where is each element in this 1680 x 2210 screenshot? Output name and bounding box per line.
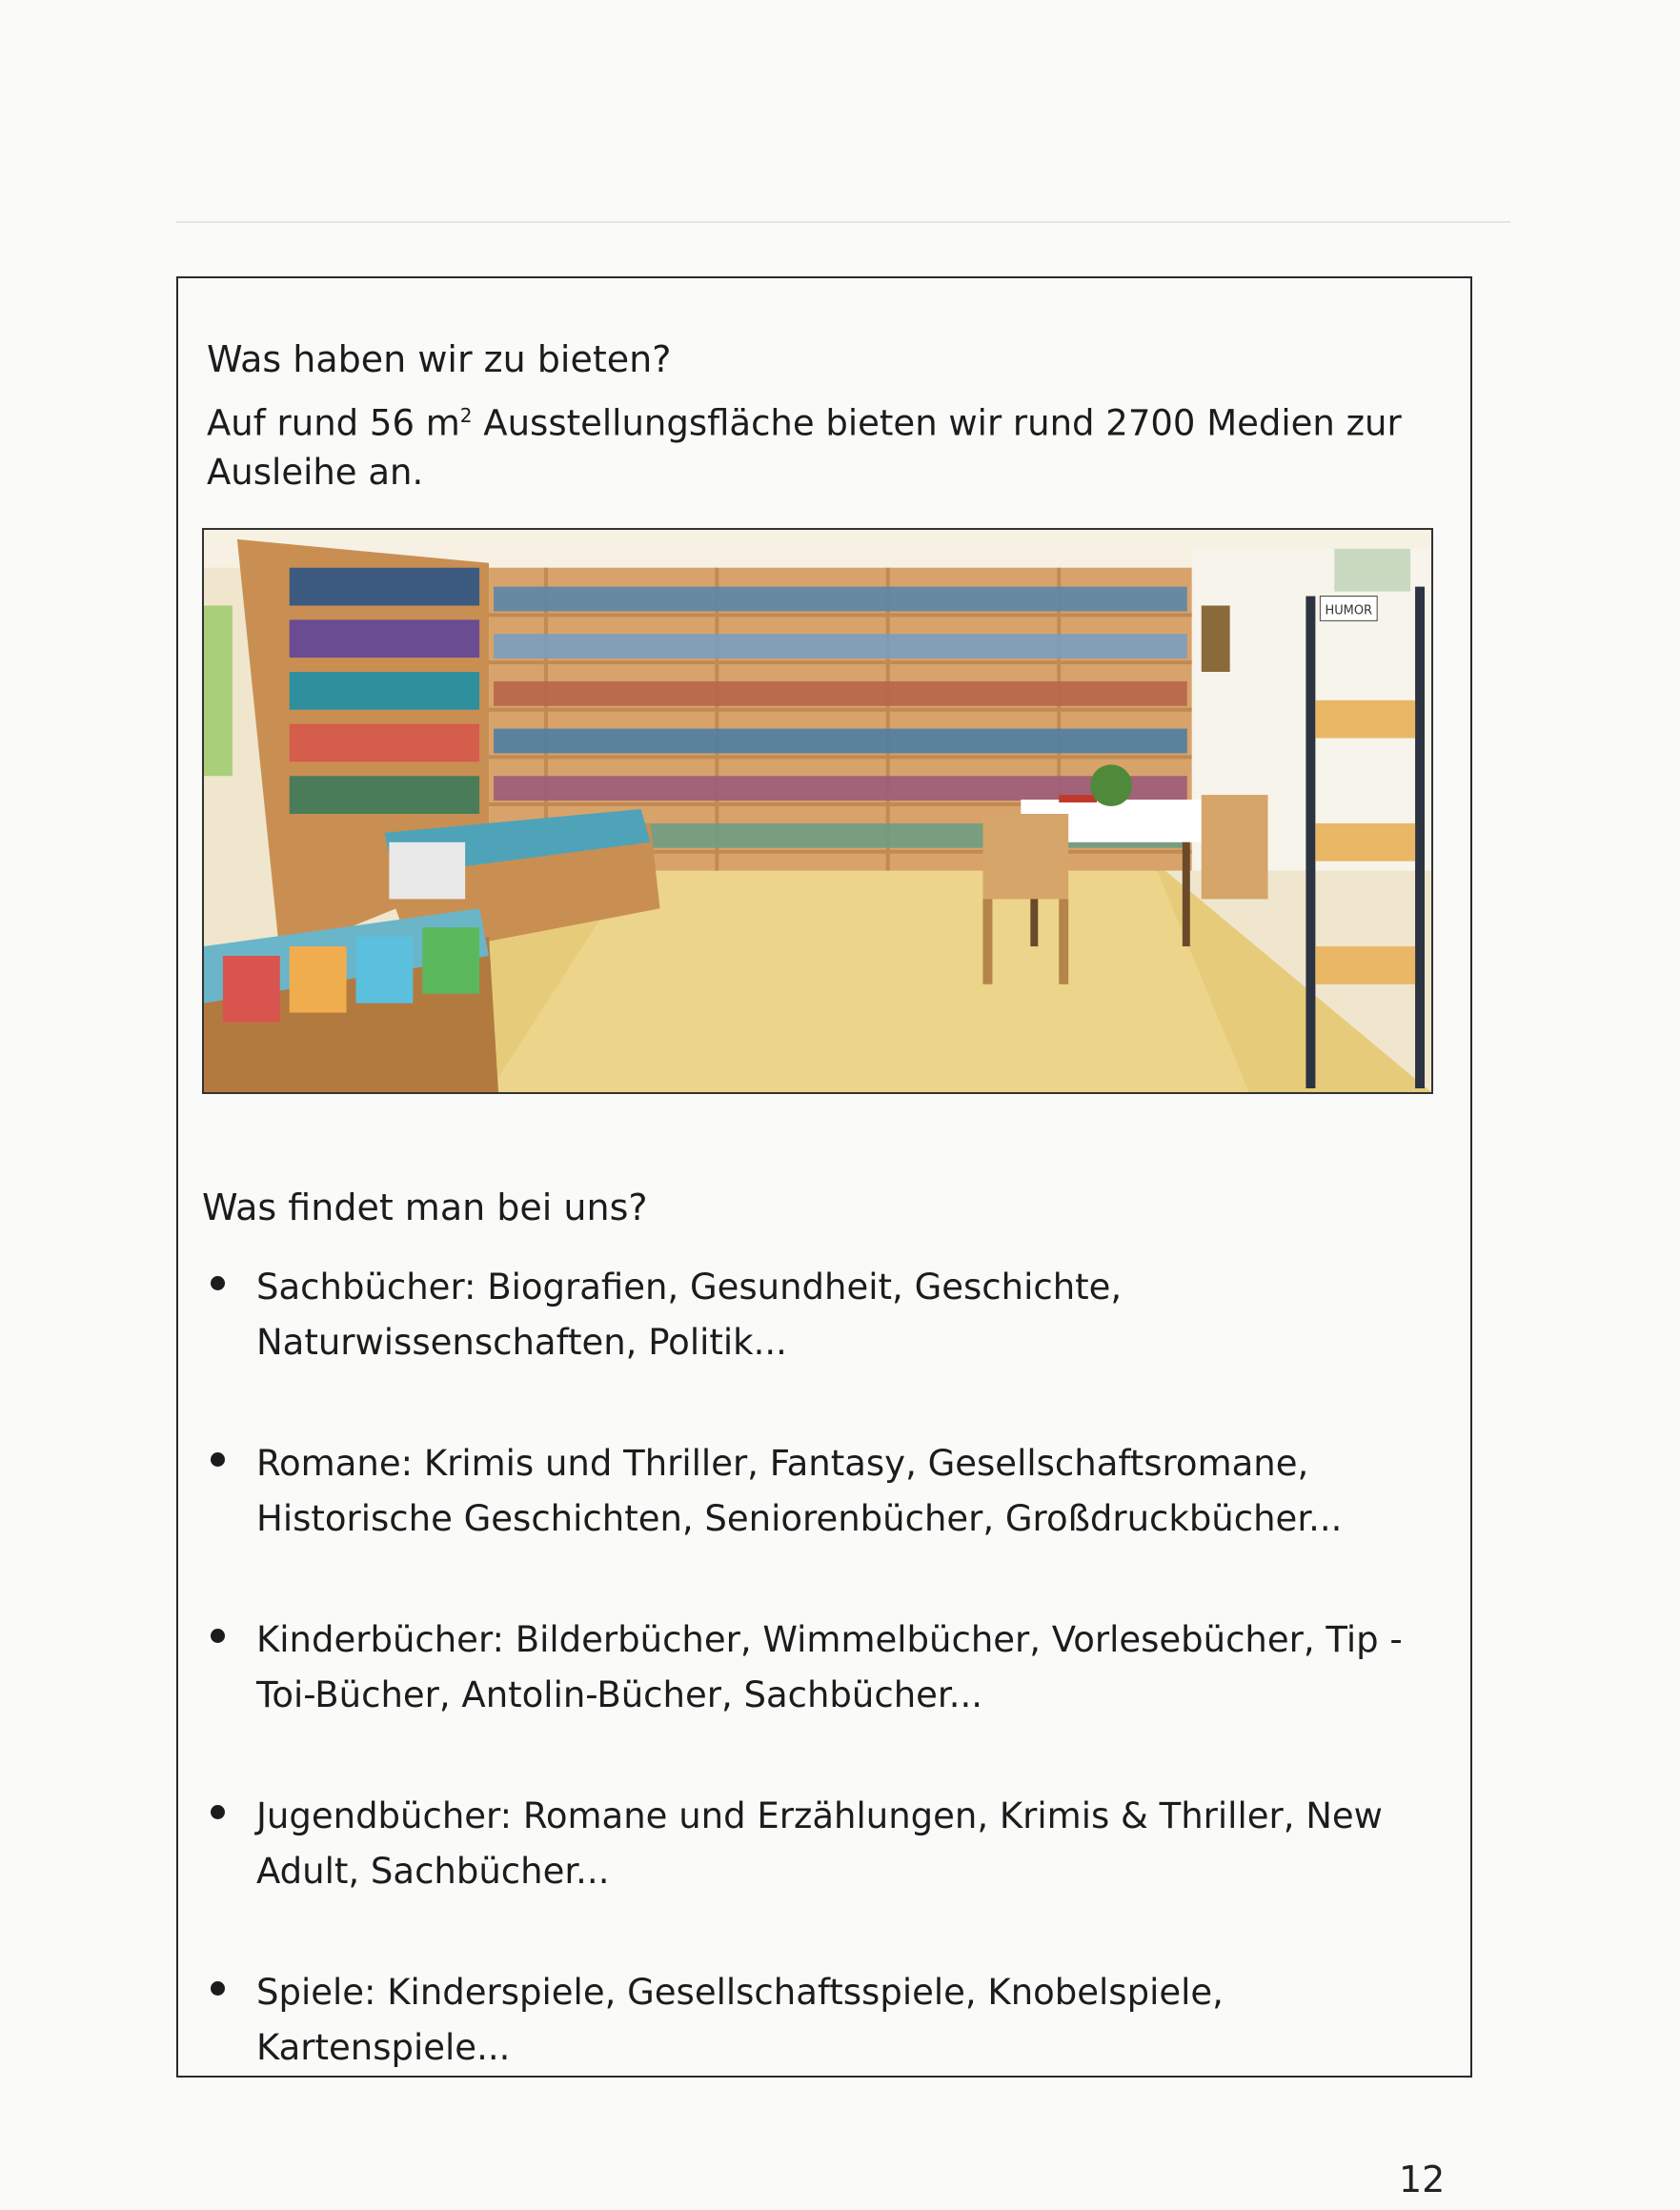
offerings-heading: Was findet man bei uns? bbox=[202, 1186, 648, 1228]
bullet-icon bbox=[211, 1629, 225, 1643]
offerings-list bbox=[197, 1260, 1436, 2141]
library-photo bbox=[202, 528, 1433, 1094]
list-item-text: Kinderbücher: Bilderbücher, Wimmelbücher, Vorlesebücher, Tip - Toi-Bücher, Antolin-Bücher, Sachbücher... bbox=[256, 1619, 1403, 1715]
page-number: 12 bbox=[1399, 2159, 1446, 2200]
bullet-icon bbox=[211, 1805, 225, 1819]
list-item bbox=[197, 1436, 1436, 1612]
humor-sign: HUMOR bbox=[1325, 603, 1373, 618]
bleed-through-rule bbox=[176, 221, 1510, 223]
bullet-icon bbox=[211, 1276, 225, 1290]
content-frame bbox=[176, 276, 1472, 2078]
list-item bbox=[197, 1965, 1436, 2141]
offer-description bbox=[207, 391, 1417, 497]
list-item bbox=[197, 1789, 1436, 1965]
list-item-text: Jugendbücher: Romane und Erzählungen, Krimis & Thriller, New Adult, Sachbücher... bbox=[256, 1795, 1383, 1892]
offer-text-part2: Ausstellungsfläche bieten wir rund 2700 Medien zur Ausleihe an. bbox=[207, 402, 1402, 494]
unit-superscript: 2 bbox=[459, 404, 473, 427]
list-item-text: Spiele: Kinderspiele, Gesellschaftsspiele, Knobelspiele, Kartenspiele... bbox=[256, 1972, 1224, 2068]
list-item-text: Sachbücher: Biografien, Gesundheit, Geschichte, Naturwissenschaften, Politik... bbox=[256, 1267, 1123, 1363]
list-item-text: Romane: Krimis und Thriller, Fantasy, Gesellschaftsromane, Historische Geschichten, Seniorenbücher, Großdruckbücher... bbox=[256, 1443, 1343, 1539]
list-item bbox=[197, 1260, 1436, 1436]
offer-heading: Was haben wir zu bieten? bbox=[207, 338, 672, 380]
bullet-icon bbox=[211, 1452, 225, 1467]
library-illustration bbox=[204, 530, 1431, 1092]
offer-text-part1: Auf rund 56 m bbox=[207, 402, 460, 444]
bullet-icon bbox=[211, 1981, 225, 1996]
list-item bbox=[197, 1612, 1436, 1789]
